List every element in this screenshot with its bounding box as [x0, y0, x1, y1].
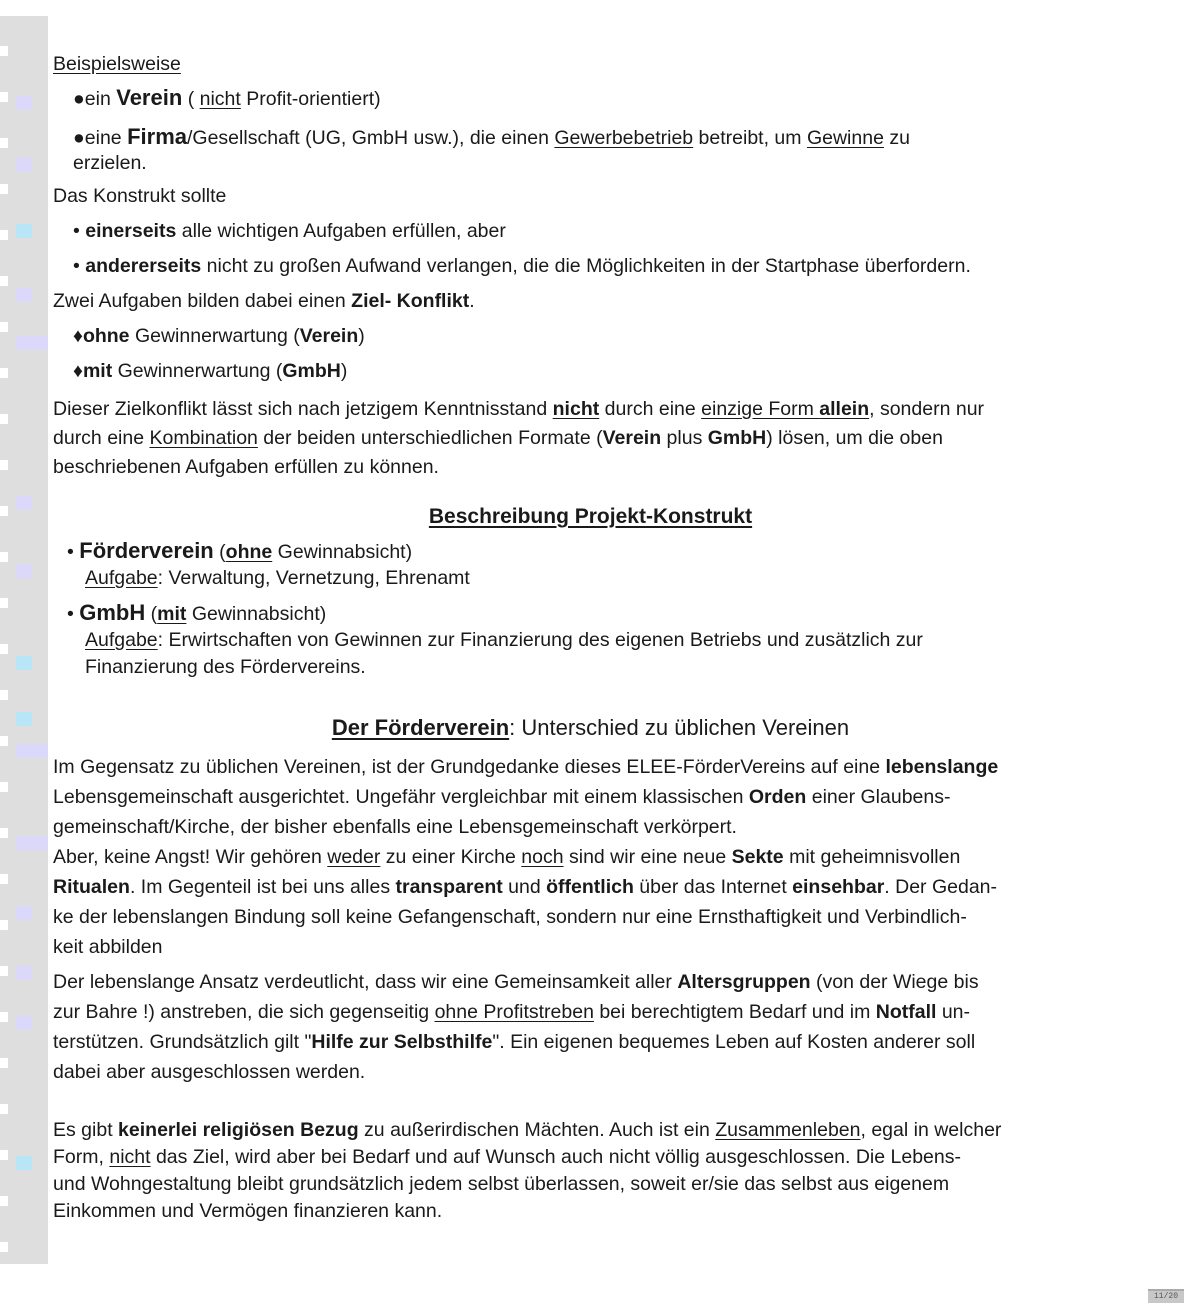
text-run: zu außerirdischen Mächten. Auch ist ein [358, 1119, 716, 1141]
projekt-item-title [67, 600, 1128, 627]
margin-marker [16, 564, 32, 578]
margin-marker [16, 496, 32, 510]
bold-text: öffentlich [546, 876, 634, 898]
margin-tick [0, 1242, 8, 1252]
bold-text: einerseits [85, 220, 177, 242]
line-zielkonflikt [53, 289, 1128, 314]
bold-text: ohne [82, 325, 130, 347]
margin-tick [0, 414, 8, 424]
text-run: un- [936, 1001, 971, 1023]
margin-tick [0, 46, 8, 56]
text-run: . [469, 290, 475, 312]
margin-tick [0, 1058, 8, 1068]
text-run: einer Glaubens- [806, 786, 951, 808]
paragraph-line [53, 782, 1128, 812]
bullet-icon: ● [73, 127, 85, 149]
bold-text: Altersgruppen [677, 971, 811, 993]
text-run: über das Internet [633, 876, 793, 898]
text-run: Gewinnabsicht) [186, 603, 327, 625]
paragraph-line [53, 872, 1128, 902]
text-run: der beiden unterschiedlichen Formate ( [257, 427, 603, 449]
document-page [53, 52, 1128, 1225]
margin-tick [0, 966, 8, 976]
projekt-item-title [67, 538, 1128, 565]
zielkonflikt-paragraph [53, 395, 1128, 482]
text-run: . Der Gedan- [884, 876, 998, 898]
underlined-text: noch [521, 846, 564, 868]
paragraph-line [53, 424, 1128, 453]
text-run: Im Gegensatz zu üblichen Vereinen, ist der Grundgedanke dieses ELEE-FörderVereins auf eine [53, 756, 886, 778]
projekt-task-line [67, 654, 1128, 681]
margin-tick [0, 828, 8, 838]
text-run: Gewinnabsicht) [272, 541, 413, 563]
margin-marker [16, 336, 48, 350]
text-run: ) [340, 360, 348, 382]
text-run: ( [182, 88, 200, 110]
paragraph-line [53, 997, 1128, 1027]
underlined-text: nicht [109, 1146, 151, 1168]
margin-tick [0, 138, 8, 148]
text-run: durch eine [53, 427, 150, 449]
heading-foerderverein [53, 715, 1128, 742]
text-run: sind wir eine neue [563, 846, 732, 868]
margin-marker [16, 712, 32, 726]
paragraph-line [53, 812, 1128, 842]
line-firma-item [53, 124, 1128, 151]
paragraph-line [53, 1057, 1128, 1087]
margin-tick [0, 920, 8, 930]
bold-text: mit [82, 360, 113, 382]
bold-text: Verein [299, 325, 359, 347]
heading-bold: Der Förderverein [331, 715, 510, 740]
projekt-task-line [67, 565, 1128, 592]
margin-tick [0, 552, 8, 562]
margin-marker [16, 906, 32, 920]
text-run: eine [84, 127, 128, 149]
margin-tick [0, 184, 8, 194]
text-run: Einkommen und Vermögen finanzieren kann. [53, 1200, 443, 1222]
text-run: Es gibt [53, 1119, 119, 1141]
text-run: durch eine [599, 398, 702, 420]
text-run: Das Konstrukt sollte [53, 185, 227, 207]
bold-text: Orden [748, 786, 807, 808]
bold-text: transparent [395, 876, 503, 898]
line-ohne-item [53, 324, 1128, 349]
projekt-qualifier: ohne [225, 541, 273, 563]
bold-text: Hilfe zur Selbsthilfe [311, 1031, 493, 1053]
text-run: zu [883, 127, 910, 149]
margin-marker [16, 96, 32, 110]
text-run: /Gesellschaft (UG, GmbH usw.), die einen [187, 127, 555, 149]
margin-marker [16, 288, 32, 302]
paragraph-line [53, 453, 1128, 482]
text-run: Gewinnerwartung ( [112, 360, 283, 382]
text-run: ) lösen, um die oben [766, 427, 943, 449]
text-run: ) [358, 325, 365, 347]
text-run: Gewinnerwartung ( [129, 325, 300, 347]
bold-text: Ziel- Konflikt [351, 290, 470, 312]
text-run: keit abbilden [53, 936, 163, 958]
underlined-text: einzige Form [701, 398, 820, 420]
projekt-item [53, 600, 1128, 681]
text-run: ( [145, 603, 158, 625]
projekt-name: GmbH [79, 600, 146, 625]
text-run: Profit-orientiert) [240, 88, 381, 110]
bullet-icon: • [73, 220, 86, 242]
margin-tick [0, 1196, 8, 1206]
projekt-list [53, 538, 1128, 681]
margin-marker [16, 836, 48, 850]
heading-projekt-konstrukt [53, 504, 1128, 530]
margin-marker [16, 1156, 32, 1170]
line-beispielsweise [53, 52, 1128, 77]
margin-marker [16, 656, 32, 670]
bold-text: andererseits [85, 255, 202, 277]
line-andererseits [53, 254, 1128, 279]
text-run: : Erwirtschaften von Gewinnen zur Finanzierung des eigenen Betriebs und zusätzlich zur [157, 629, 923, 651]
text-run: plus [661, 427, 708, 449]
task-label: Aufgabe [85, 629, 158, 651]
bold-text: einsehbar [792, 876, 885, 898]
margin-tick [0, 598, 8, 608]
bullet-icon: ● [73, 88, 85, 110]
text-run: Form, [53, 1146, 110, 1168]
margin-marker [16, 158, 32, 172]
paragraph-line [53, 902, 1128, 932]
heading-text: Beschreibung Projekt-Konstrukt [428, 505, 753, 528]
line-mit-item [53, 359, 1128, 384]
text-run: ". Ein eigenen bequemes Leben auf Kosten anderer soll [492, 1031, 976, 1053]
margin-tick [0, 506, 8, 516]
margin-tick [0, 276, 8, 286]
paragraph-line [53, 1027, 1128, 1057]
margin-marker [16, 1016, 32, 1030]
underlined-text: Kombination [149, 427, 258, 449]
text-run: Aber, keine Angst! Wir gehören [53, 846, 328, 868]
text-run: Dieser Zielkonflikt lässt sich nach jetzigem Kenntnisstand [53, 398, 553, 420]
underlined-text: weder [327, 846, 381, 868]
text-run: : Verwaltung, Vernetzung, Ehrenamt [157, 567, 470, 589]
projekt-item [53, 538, 1128, 592]
bold-text: allein [819, 398, 870, 420]
bullet-icon: • [67, 603, 80, 625]
margin-marker [16, 966, 32, 980]
bold-text: Ritualen [53, 876, 130, 898]
text-run: , sondern nur [869, 398, 985, 420]
paragraph-line [53, 752, 1128, 782]
text-run: beschriebenen Aufgaben erfüllen zu können. [53, 456, 439, 478]
paragraph-line [53, 842, 1128, 872]
paragraph-line [53, 932, 1128, 962]
margin-tick [0, 460, 8, 470]
text-run: ke der lebenslangen Bindung soll keine Gefangenschaft, sondern nur eine Ernsthaftigkeit und Verbindlich- [53, 906, 967, 928]
text-run: gemeinschaft/Kirche, der bisher ebenfalls eine Lebensgemeinschaft verkörpert. [53, 816, 737, 838]
page-margin-bar [0, 16, 48, 1264]
text-run: und Wohngestaltung bleibt grundsätzlich jedem selbst überlassen, soweit er/sie das selbst aus eigenem [53, 1173, 950, 1195]
text-run: . Im Gegenteil ist bei uns alles [129, 876, 396, 898]
heading-rest: : Unterschied zu üblichen Vereinen [509, 715, 850, 740]
text-run: dabei aber ausgeschlossen werden. [53, 1061, 366, 1083]
margin-tick [0, 874, 8, 884]
text-run: zur Bahre !) anstreben, die sich gegenseitig [53, 1001, 435, 1023]
task-label: Aufgabe [85, 567, 158, 589]
bold-text: Firma [127, 124, 187, 149]
margin-tick [0, 322, 8, 332]
underlined-text: Beispielsweise [53, 53, 181, 75]
underlined-text: Gewinne [806, 127, 884, 149]
margin-tick [0, 1012, 8, 1022]
line-firma-item-cont [53, 151, 1128, 176]
text-run: Finanzierung des Fördervereins. [85, 656, 366, 678]
text-run: und [502, 876, 547, 898]
bold-text: keinerlei religiösen Bezug [118, 1119, 359, 1141]
text-run: zu einer Kirche [380, 846, 522, 868]
margin-tick [0, 644, 8, 654]
paragraph-line [53, 395, 1128, 424]
bullet-icon: • [73, 255, 86, 277]
paragraph-line [53, 967, 1128, 997]
religion-paragraph [53, 1117, 1128, 1225]
margin-tick [0, 230, 8, 240]
margin-tick [0, 690, 8, 700]
text-run: bei berechtigtem Bedarf und im [593, 1001, 876, 1023]
line-verein-item [53, 85, 1128, 112]
margin-tick [0, 92, 8, 102]
line-einerseits [53, 219, 1128, 244]
bullet-icon: ♦ [73, 325, 83, 347]
text-run: Der lebenslange Ansatz verdeutlicht, dass wir eine Gemeinsamkeit aller [53, 971, 678, 993]
margin-tick [0, 368, 8, 378]
margin-tick [0, 736, 8, 746]
bold-text: nicht [552, 398, 600, 420]
projekt-qualifier: mit [157, 603, 187, 625]
intro-section [53, 52, 1128, 384]
text-run: , egal in welcher [860, 1119, 1002, 1141]
bold-text: Verein [602, 427, 662, 449]
text-run: das Ziel, wird aber bei Bedarf und auf Wunsch auch nicht völlig ausgeschlossen. Die Lebens- [150, 1146, 961, 1168]
text-run: Zwei Aufgaben bilden dabei einen [53, 290, 352, 312]
line-konstrukt [53, 184, 1128, 209]
bold-text: lebenslange [885, 756, 999, 778]
paragraph-line [53, 1198, 1128, 1225]
lebenslang-paragraph [53, 967, 1128, 1087]
margin-marker [16, 744, 48, 758]
text-run: erzielen. [73, 152, 147, 174]
margin-tick [0, 1104, 8, 1114]
unterschied-paragraph [53, 752, 1128, 962]
bold-text: Notfall [875, 1001, 937, 1023]
bold-text: Sekte [731, 846, 784, 868]
text-run: Lebensgemeinschaft ausgerichtet. Ungefähr vergleichbar mit einem klassischen [53, 786, 749, 808]
projekt-task-line [67, 627, 1128, 654]
projekt-name: Förderverein [79, 538, 214, 563]
underlined-text: Gewerbebetrieb [554, 127, 694, 149]
paragraph-line [53, 1117, 1128, 1144]
paragraph-line [53, 1144, 1128, 1171]
text-run: mit geheimnisvollen [783, 846, 961, 868]
margin-tick [0, 782, 8, 792]
margin-marker [16, 224, 32, 238]
text-run: alle wichtigen Aufgaben erfüllen, aber [176, 220, 506, 242]
text-run: ( [213, 541, 226, 563]
underlined-text: nicht [199, 88, 241, 110]
paragraph-line [53, 1171, 1128, 1198]
bold-text: GmbH [707, 427, 767, 449]
bullet-icon: ♦ [73, 360, 83, 382]
text-run: ein [84, 88, 117, 110]
page-indicator: 11/20 [1148, 1289, 1184, 1303]
text-run: nicht zu großen Aufwand verlangen, die die Möglichkeiten in der Startphase überfordern. [201, 255, 971, 277]
text-run: betreibt, um [693, 127, 807, 149]
margin-tick [0, 1150, 8, 1160]
underlined-text: ohne Profitstreben [434, 1001, 594, 1023]
bold-text: Verein [116, 85, 183, 110]
text-run: (von der Wiege bis [810, 971, 979, 993]
underlined-text: Zusammenleben [715, 1119, 861, 1141]
text-run: terstützen. Grundsätzlich gilt " [53, 1031, 312, 1053]
bold-text: GmbH [282, 360, 341, 382]
bullet-icon: • [67, 541, 80, 563]
